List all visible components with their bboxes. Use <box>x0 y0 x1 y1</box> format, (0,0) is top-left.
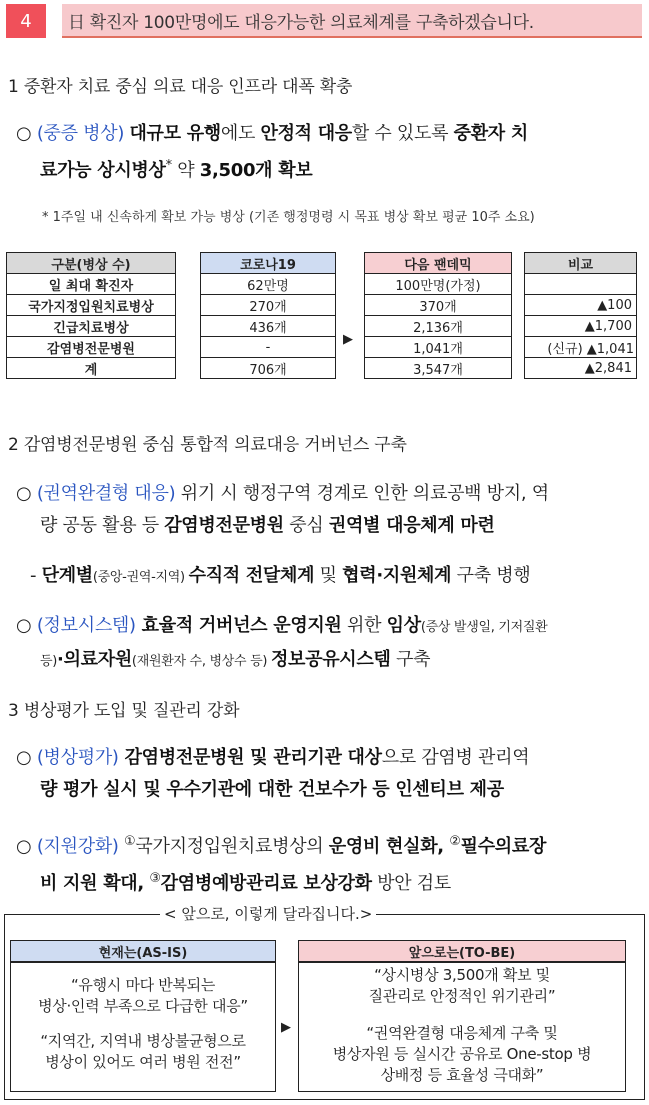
table-next-pandemic <box>364 252 512 379</box>
text-bold: 수직적 전달체계 <box>188 565 315 586</box>
text: 및 <box>314 565 343 586</box>
table-row-label: 감염병전문병원 <box>7 337 176 358</box>
quote-line: 병상·인력 부족으로 다급한 대응” <box>38 997 248 1015</box>
text-small: (증상 발생일, 기저질환 <box>420 620 548 635</box>
table-cell <box>525 274 637 295</box>
text: 량 공동 활용 등 <box>40 515 165 536</box>
tobe-body <box>298 962 626 1092</box>
text: - <box>30 565 42 586</box>
footnote: * 1주일 내 신속하게 확보 가능 병상 (기존 행정명령 시 목표 병상 확보 평균 10주 소요) <box>42 210 535 225</box>
text: 약 <box>171 160 200 181</box>
text-small: (중앙-권역-지역) <box>92 570 189 585</box>
circled-number: ③ <box>149 871 161 886</box>
text-bold: 중환자 치 <box>453 123 528 144</box>
tag-info-system: (정보시스템) <box>36 615 136 636</box>
quote-line: 병상자원 등 실시간 공유로 One-stop 병 <box>332 1045 592 1063</box>
text-bold: ·의료자원 <box>57 649 132 670</box>
comparison-title: < 앞으로, 이렇게 달라집니다.> <box>160 903 376 924</box>
table-header-covid19: 코로나19 <box>201 253 336 274</box>
text-bold: 권역별 대응체계 마련 <box>328 515 495 536</box>
bullet-icon: ○ <box>16 483 32 504</box>
text: 으로 감염병 관리역 <box>381 747 530 768</box>
table-cell: ▲1,700 <box>525 316 637 337</box>
arrow-right-icon: ▶ <box>281 1020 291 1035</box>
text: 방안 검토 <box>371 873 451 894</box>
text-bold: 협력·지원체계 <box>342 565 452 586</box>
tag-regional: (권역완결형 대응) <box>36 483 176 504</box>
table-row-label: 긴급치료병상 <box>7 316 176 337</box>
text-small: (재원환자 수, 병상수 등) <box>131 654 271 669</box>
section-number-badge: 4 <box>6 4 46 38</box>
table-cell: 100만명(가정) <box>365 274 512 295</box>
text: 에도 <box>220 123 261 144</box>
quote-line: “유행시 마다 반복되는 <box>70 976 216 994</box>
table-header-next-pandemic: 다음 팬데믹 <box>365 253 512 274</box>
tag-support: (지원강화) <box>36 836 119 857</box>
text: 위한 <box>341 615 387 636</box>
quote-line: “지역간, 지역내 병상불균형으로 <box>40 1032 246 1050</box>
text-bold: 대규모 유행 <box>129 123 221 144</box>
table-row-label: 일 최대 확진자 <box>7 274 176 295</box>
text-bold: 비 지원 확대, <box>40 873 144 894</box>
quote-line: 병상이 있어도 여러 병원 전전” <box>45 1053 241 1071</box>
quote-line: “상시병상 3,500개 확보 및 <box>374 966 550 984</box>
text-small: 등) <box>40 654 58 669</box>
table-cell: ▲100 <box>525 295 637 316</box>
bullet-icon: ○ <box>16 747 32 768</box>
section-3-bullet-1 <box>16 742 646 806</box>
table-category <box>6 252 176 379</box>
text-bold: 필수의료장 <box>460 836 547 857</box>
circled-number: ② <box>449 834 461 849</box>
text-bold: 감염병전문병원 및 관리기관 대상 <box>118 747 382 768</box>
table-cell: 706개 <box>201 358 336 379</box>
footnote-mark: * <box>165 158 172 173</box>
page-title: 日 확진자 100만명에도 대응가능한 의료체계를 구축하겠습니다. <box>62 4 642 38</box>
table-cell: 3,547개 <box>365 358 512 379</box>
text: 중심 <box>283 515 329 536</box>
text: 국가지정입원치료병상의 <box>135 836 329 857</box>
table-header-comparison: 비교 <box>525 253 637 274</box>
text-bold: 정보공유시스템 <box>270 649 391 670</box>
table-cell: ▲2,841 <box>525 358 637 379</box>
text-bold: 임상 <box>386 615 421 636</box>
table-cell: 270개 <box>201 295 336 316</box>
section-2-sub <box>30 560 530 594</box>
bullet-icon: ○ <box>16 615 32 636</box>
section-1-title: 1 중환자 치료 중심 의료 대응 인프라 대폭 확충 <box>8 77 353 97</box>
quote-line: 질관리로 안정적인 위기관리” <box>368 987 556 1005</box>
text: 할 수 있도록 <box>351 123 454 144</box>
table-cell: 2,136개 <box>365 316 512 337</box>
text-bold: 운영비 현실화, <box>328 836 444 857</box>
tag-bed-eval: (병상평가) <box>36 747 119 768</box>
quote-line: “권역완결형 대응체계 구축 및 <box>366 1024 558 1042</box>
text: 위기 시 행정구역 경계로 인한 의료공백 방지, 역 <box>175 483 549 504</box>
text-bold: 3,500개 확보 <box>199 160 313 181</box>
table-cell: - <box>201 337 336 358</box>
section-2-bullet-1 <box>16 478 646 542</box>
quote-line: 상배정 등 효율성 극대화” <box>380 1066 544 1084</box>
circled-number: ① <box>124 834 136 849</box>
section-1-bullet <box>16 118 646 187</box>
text: 구축 병행 <box>451 565 531 586</box>
text-bold: 량 평가 실시 및 우수기관에 대한 건보수가 등 인센티브 제공 <box>40 779 504 800</box>
table-row-label: 계 <box>7 358 176 379</box>
table-row-label: 국가지정입원치료병상 <box>7 295 176 316</box>
tag-severe-beds: (중증 병상) <box>36 123 125 144</box>
text: 구축 <box>390 649 431 670</box>
table-cell: (신규) ▲1,041 <box>525 337 637 358</box>
text-bold: 안정적 대응 <box>260 123 352 144</box>
section-3-title: 3 병상평가 도입 및 질관리 강화 <box>8 701 240 721</box>
asis-body <box>10 962 276 1092</box>
table-cell: 370개 <box>365 295 512 316</box>
section-3-bullet-2 <box>16 826 646 900</box>
text-bold: 효율적 거버넌스 운영지원 <box>135 615 342 636</box>
text-bold: 단계별 <box>41 565 93 586</box>
table-cell: 62만명 <box>201 274 336 295</box>
section-2-title: 2 감염병전문병원 중심 통합적 의료대응 거버넌스 구축 <box>8 435 407 455</box>
text-bold: 료가능 상시병상 <box>40 160 166 181</box>
arrow-right-icon: ▶ <box>343 332 353 347</box>
bullet-icon: ○ <box>16 836 32 857</box>
table-header-category: 구분(병상 수) <box>7 253 176 274</box>
table-comparison <box>524 252 637 379</box>
asis-header: 현재는(AS-IS) <box>10 940 276 962</box>
text-bold: 감염병예방관리료 보상강화 <box>160 873 372 894</box>
table-cell: 436개 <box>201 316 336 337</box>
section-2-bullet-2 <box>16 610 646 678</box>
table-covid19 <box>200 252 336 379</box>
tobe-header: 앞으로는(TO-BE) <box>298 940 626 962</box>
table-cell: 1,041개 <box>365 337 512 358</box>
text-bold: 감염병전문병원 <box>164 515 284 536</box>
bullet-icon: ○ <box>16 123 32 144</box>
